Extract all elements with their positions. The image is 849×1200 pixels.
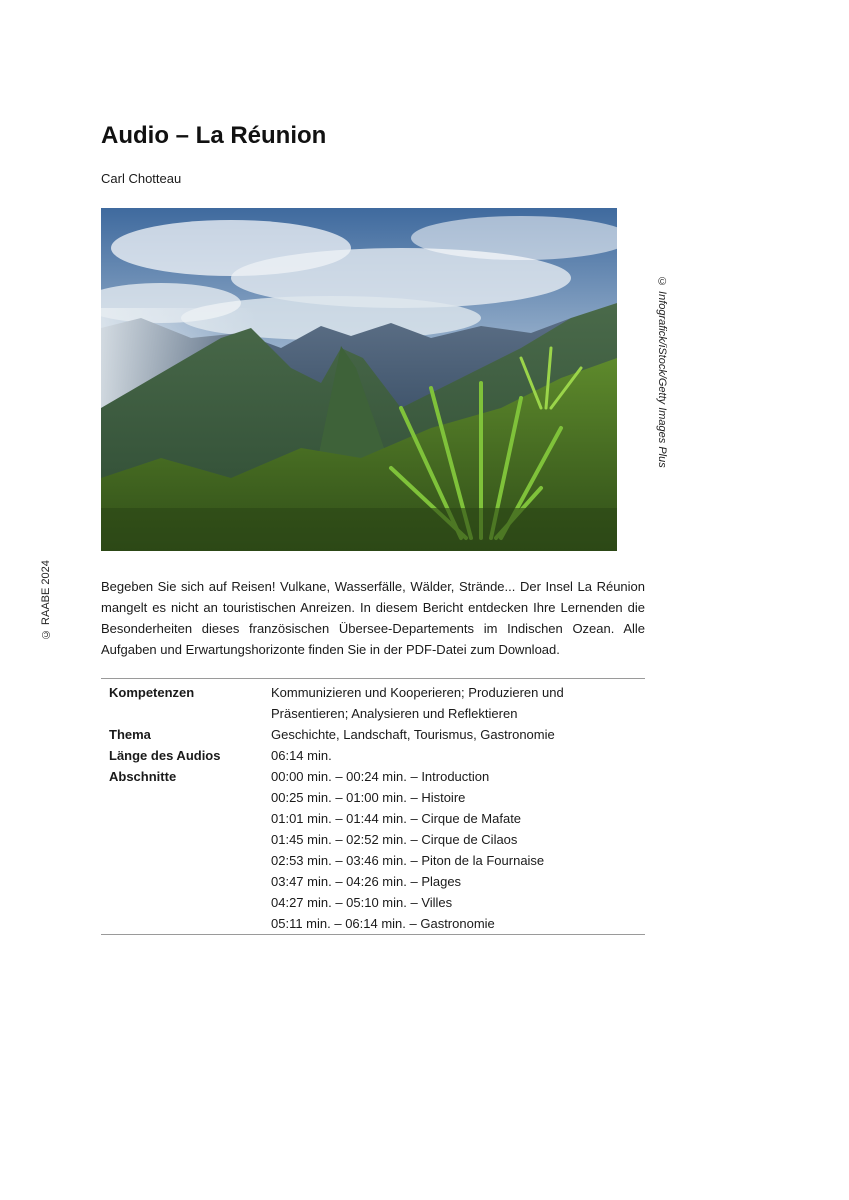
thema-value: Geschichte, Landschaft, Tourismus, Gastronomie [271, 727, 555, 742]
info-table [101, 678, 645, 935]
table-row [101, 745, 645, 766]
table-row [101, 724, 645, 745]
list-item: 04:27 min. – 05:10 min. – Villes [271, 895, 453, 910]
photo-credit: © Infografick/iStock/Getty Images Plus [656, 276, 668, 468]
page-title: Audio – La Réunion [101, 122, 327, 149]
author-name: Carl Chotteau [101, 171, 182, 186]
list-item: 02:53 min. – 03:46 min. – Piton de la Fournaise [271, 853, 545, 868]
abschnitte-label: Abschnitte [109, 769, 177, 784]
kompetenzen-line-2: Präsentieren; Analysieren und Reflektieren [271, 706, 518, 721]
side-copyright: © RAABE 2024 [40, 560, 52, 640]
landscape-photo [101, 208, 617, 551]
abschnitte-list [271, 766, 645, 935]
kompetenzen-value [271, 679, 645, 725]
thema-label: Thema [109, 727, 151, 742]
list-item: 05:11 min. – 06:14 min. – Gastronomie [271, 916, 495, 931]
list-item: 01:01 min. – 01:44 min. – Cirque de Mafate [271, 811, 522, 826]
list-item: 01:45 min. – 02:52 min. – Cirque de Cilaos [271, 832, 518, 847]
laenge-value: 06:14 min. [271, 748, 332, 763]
kompetenzen-line-1: Kommunizieren und Kooperieren; Produzieren und [271, 685, 564, 700]
laenge-label: Länge des Audios [109, 748, 221, 763]
list-item: 03:47 min. – 04:26 min. – Plages [271, 874, 462, 889]
list-item: 00:00 min. – 00:24 min. – Introduction [271, 769, 490, 784]
list-item: 00:25 min. – 01:00 min. – Histoire [271, 790, 466, 805]
kompetenzen-label: Kompetenzen [109, 685, 195, 700]
table-row [101, 679, 645, 725]
intro-paragraph: Begeben Sie sich auf Reisen! Vulkane, Wasserfälle, Wälder, Strände... Der Insel La Réunion mangelt es nicht an touristischen Anreizen. In diesem Bericht entdecken Ihre Lernenden die Besonderheiten dieses französischen Übersee-Departements im Indischen Ozean. Alle Aufgaben und Erwartungshorizonte finden Sie in der PDF-Datei zum Download. [101, 579, 645, 657]
table-row [101, 766, 645, 935]
